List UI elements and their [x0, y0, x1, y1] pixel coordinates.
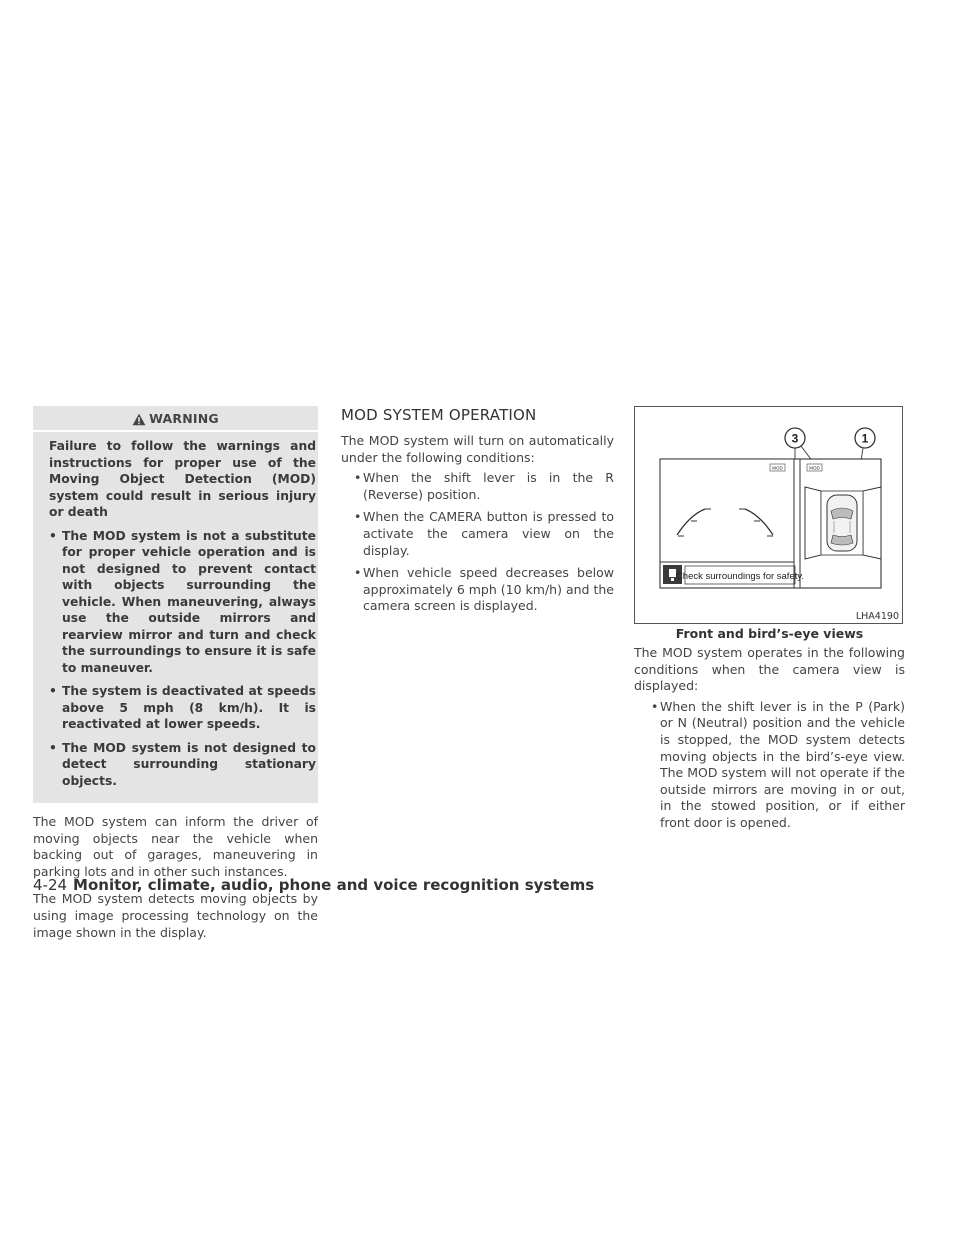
middle-column	[341, 406, 614, 621]
page-footer	[33, 876, 594, 894]
warning-header	[33, 406, 318, 432]
camera-display-illustration	[635, 407, 902, 623]
list-item: • When the shift lever is in the P (Park) or N (Neutral) position and the vehicle is stopped, the MOD system detects moving objects in the bird’s-eye view. The MOD system will not operate if the outside mirrors are moving in or out, in the stowed position, or if either front door is opened.	[634, 699, 905, 832]
warning-box	[33, 406, 318, 803]
paragraph: The MOD system detects moving objects by using image processing technology on the image shown in the display.	[33, 891, 318, 940]
page-number: 4-24	[33, 876, 68, 894]
list-item: • When vehicle speed decreases below approximately 6 mph (10 km/h) and the camera screen is displayed.	[341, 565, 614, 615]
callout-3: 3	[791, 431, 799, 446]
warning-item: • The system is deactivated at speeds above 5 mph (8 km/h). It is reactivated at lower speeds.	[49, 683, 316, 733]
section-title: Monitor, climate, audio, phone and voice recognition systems	[73, 876, 595, 894]
warning-item: • The MOD system is not a substitute for proper vehicle operation and is not designed to prevent contact with objects surrounding the vehicle. When maneuvering, always use the outside mirrors and rearview mirror and turn and check the surroundings to ensure it is safe to maneuver.	[49, 528, 316, 677]
warning-intro: Failure to follow the warnings and instructions for proper use of the Moving Object Detection (MOD) system could result in serious injury or death	[49, 439, 316, 519]
conditions-list	[341, 470, 614, 615]
left-column	[33, 406, 318, 941]
mod-label: MOD	[772, 465, 783, 471]
paragraph: The MOD system operates in the following conditions when the camera view is displayed:	[634, 645, 905, 694]
paragraph: The MOD system can inform the driver of moving objects near the vehicle when backing out of garages, maneuvering in parking lots and in other such instances.	[33, 814, 318, 879]
screen-message: Check surroundings for safety.	[675, 571, 805, 582]
paragraph: The MOD system will turn on automatically under the following conditions:	[341, 433, 614, 465]
figure-caption: Front and bird’s-eye views	[675, 626, 864, 641]
mod-label: MOD	[809, 465, 820, 471]
figure-code: LHA4190	[855, 611, 899, 622]
warning-list	[49, 528, 316, 790]
camera-display-figure	[634, 406, 903, 624]
right-column	[634, 406, 905, 838]
warning-triangle-icon	[132, 413, 146, 426]
warning-body	[33, 432, 318, 789]
callout-1: 1	[861, 431, 869, 446]
operation-conditions-list	[634, 699, 905, 832]
list-item: • When the shift lever is in the R (Reverse) position.	[341, 470, 614, 503]
list-item: • When the CAMERA button is pressed to activate the camera view on the display.	[341, 509, 614, 559]
section-heading: MOD SYSTEM OPERATION	[341, 406, 537, 424]
warning-title: WARNING	[149, 411, 219, 426]
warning-item: • The MOD system is not designed to detect surrounding stationary objects.	[49, 740, 316, 790]
